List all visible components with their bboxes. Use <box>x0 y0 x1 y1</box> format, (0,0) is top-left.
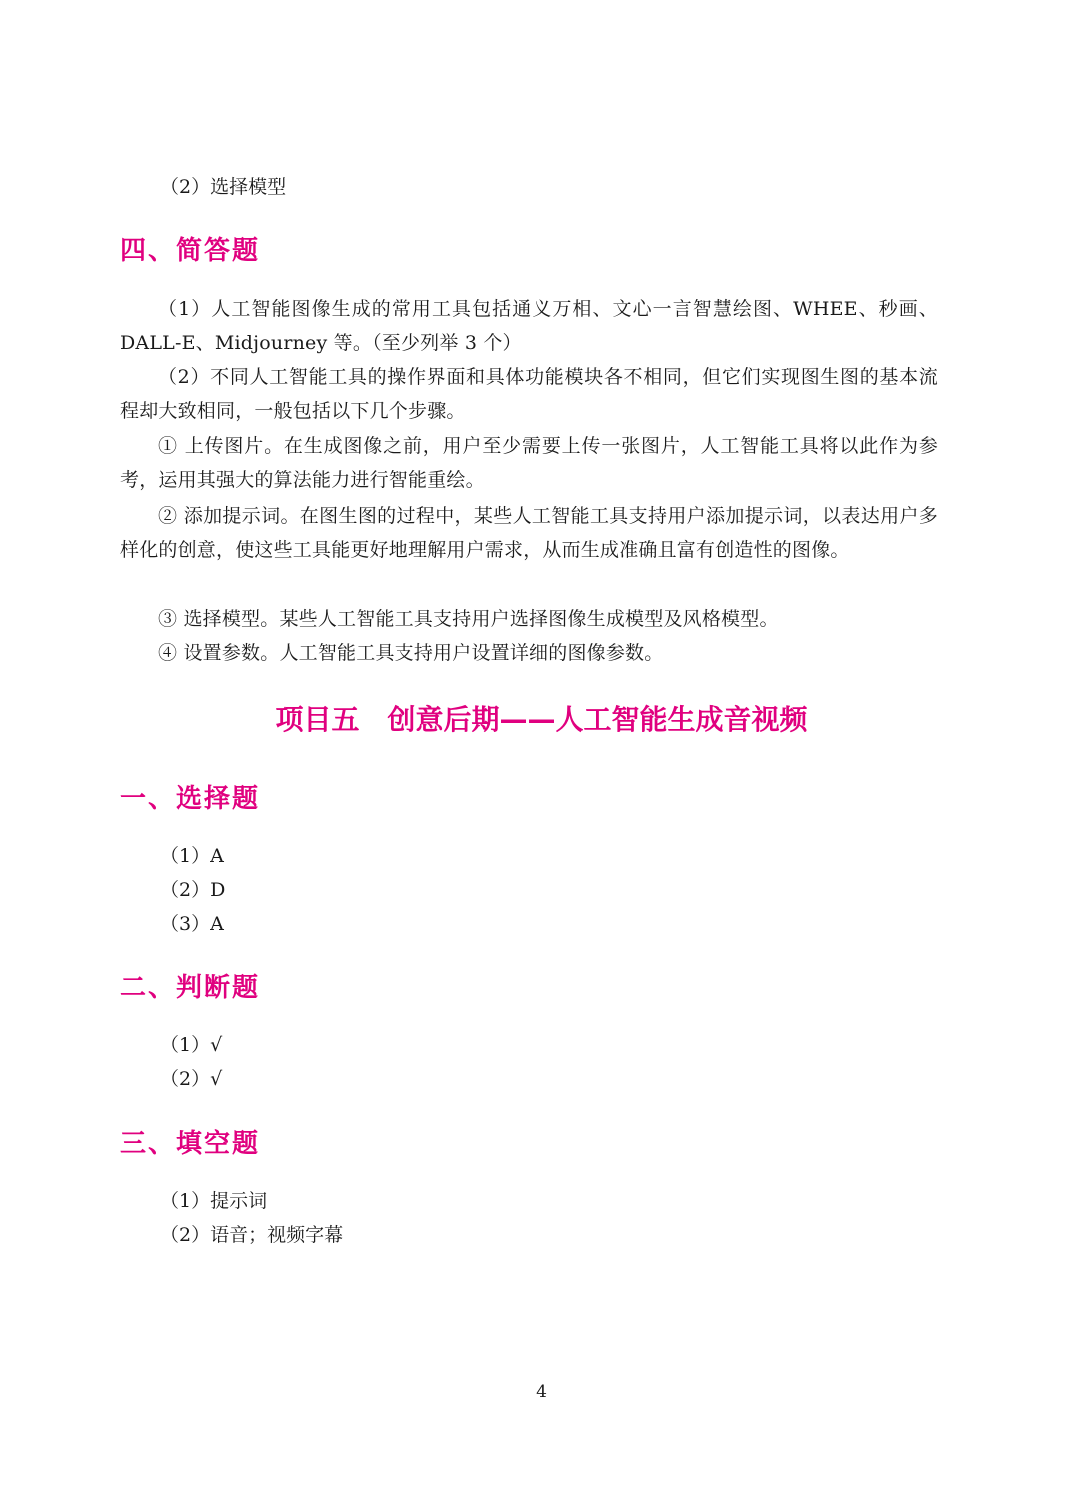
page-number: 4 <box>536 1382 547 1402</box>
answer-item: （2）D <box>160 879 226 901</box>
project-title: 项目五 创意后期——人工智能生成音视频 <box>275 703 808 736</box>
answer-paragraph-2: （2）不同人工智能工具的操作界面和具体功能模块各不相同，但它们实现图生图的基本流程却大致相同，一般包括以下几个步骤。 <box>120 366 938 422</box>
section-heading-fill: 三、填空题 <box>120 1129 261 1159</box>
answer-item: （3）A <box>160 913 224 935</box>
answer-item: （1）A <box>160 845 224 867</box>
answer-item: （2）选择模型 <box>160 176 287 198</box>
step-set-params: ④ 设置参数。人工智能工具支持用户设置详细的图像参数。 <box>158 642 664 664</box>
answer-paragraph-1: （1）人工智能图像生成的常用工具包括通义万相、文心一言智慧绘图、WHEE、秒画、DALL-E、Midjourney 等。（至少列举 3 个） <box>120 298 938 354</box>
answer-item: （1）√ <box>160 1034 223 1056</box>
section-heading-choice: 一、选择题 <box>120 784 261 814</box>
answer-item: （2）√ <box>160 1068 223 1090</box>
step-add-prompt: ② 添加提示词。在图生图的过程中，某些人工智能工具支持用户添加提示词，以表达用户多样化的创意，使这些工具能更好地理解用户需求，从而生成准确且富有创造性的图像。 <box>120 505 938 561</box>
step-upload: ① 上传图片。在生成图像之前，用户至少需要上传一张图片，人工智能工具将以此作为参考，运用其强大的算法能力进行智能重绘。 <box>120 435 938 491</box>
answer-item: （2）语音；视频字幕 <box>160 1224 344 1246</box>
answer-item: （1）提示词 <box>160 1190 268 1212</box>
section-heading-judge: 二、判断题 <box>120 973 261 1003</box>
section-heading-short-answer: 四、简答题 <box>120 236 261 266</box>
step-select-model: ③ 选择模型。某些人工智能工具支持用户选择图像生成模型及风格模型。 <box>158 608 779 630</box>
